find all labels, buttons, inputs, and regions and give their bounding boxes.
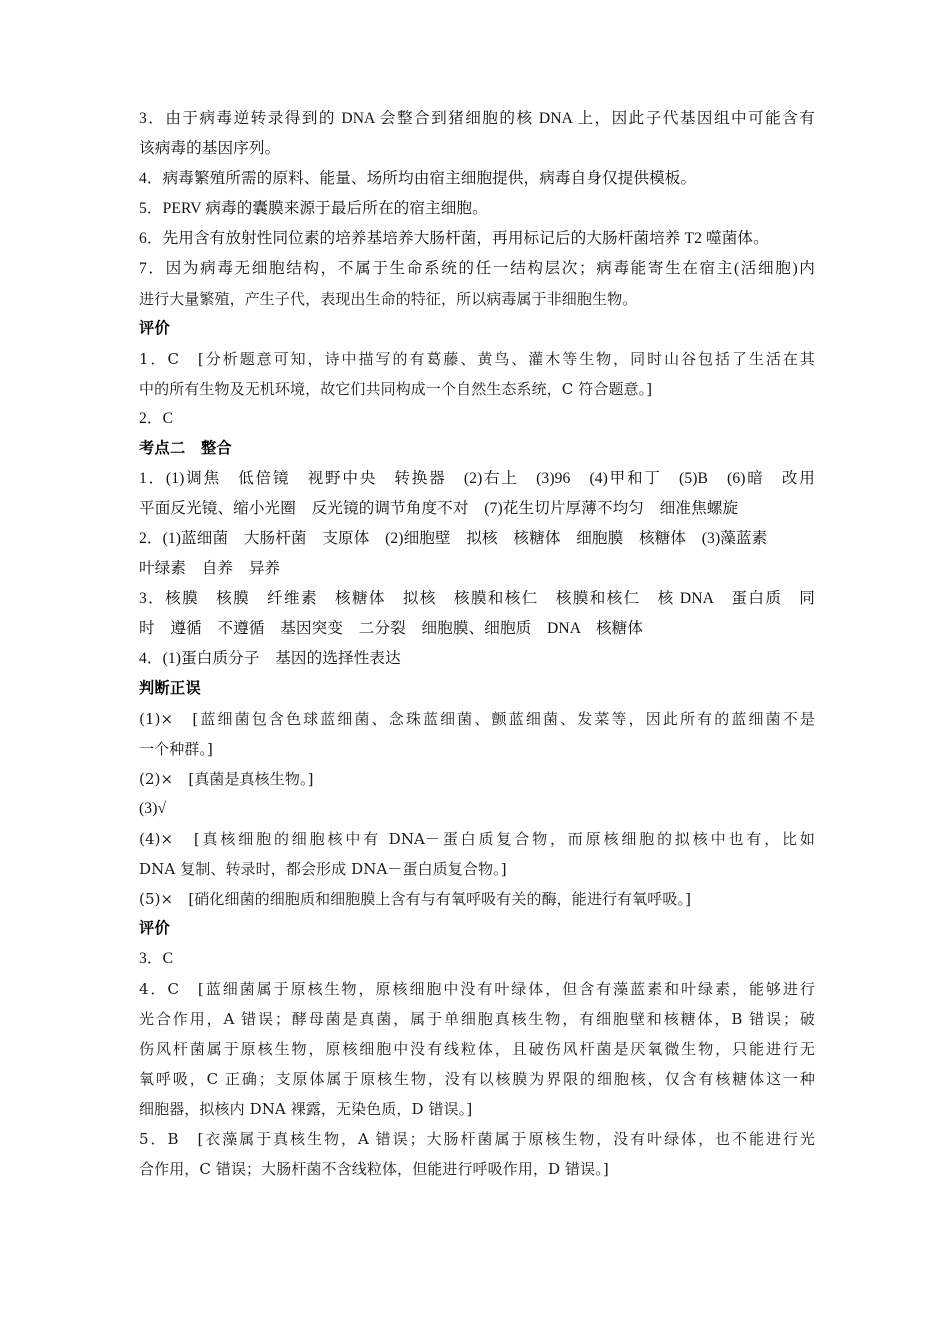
answer-line-5: 5．PERV 病毒的囊膜来源于最后所在的宿主细胞。 xyxy=(139,200,488,217)
item-3-line-a: 3．核膜 核膜 纤维素 核糖体 拟核 核膜和核仁 核膜和核仁 核 DNA 蛋白质 同 xyxy=(139,590,815,607)
eval-line-1a: 1．C [分析题意可知，诗中描写的有葛藤、黄鸟、灌木等生物，同时山谷包括了生活在其 xyxy=(139,350,815,368)
answer-line-3a: 3．由于病毒逆转录得到的 DNA 会整合到猪细胞的核 DNA 上，因此子代基因组中可能含有 xyxy=(139,110,815,127)
answer-line-7b: 进行大量繁殖，产生子代，表现出生命的特征，所以病毒属于非细胞生物。 xyxy=(139,290,638,308)
item-3-line-b: 时 遵循 不遵循 基因突变 二分裂 细胞膜、细胞质 DNA 核糖体 xyxy=(139,620,644,637)
answer-line-3b: 该病毒的基因序列。 xyxy=(139,140,281,157)
eval-line-4d: 氧呼吸，C 正确；支原体属于原核生物，没有以核膜为界限的细胞核，仅含有核糖体这一种 xyxy=(139,1070,815,1088)
item-2-line-a: 2．(1)蓝细菌 大肠杆菌 支原体 (2)细胞壁 拟核 核糖体 细胞膜 核糖体 (3)藻蓝素 xyxy=(139,530,768,547)
answer-line-6: 6．先用含有放射性同位素的培养基培养大肠杆菌，再用标记后的大肠杆菌培养 T2 噬菌体。 xyxy=(139,230,769,247)
eval-line-4b: 光合作用，A 错误；酵母菌是真菌，属于单细胞真核生物，有细胞壁和核糖体，B 错误；破 xyxy=(139,1010,815,1028)
item-1-line-a: 1．(1)调焦 低倍镜 视野中央 转换器 (2)右上 (3)96 (4)甲和丁 (5)B (6)暗 改用 xyxy=(139,470,815,487)
item-1-line-b: 平面反光镜、缩小光圈 反光镜的调节角度不对 (7)花生切片厚薄不均匀 细准焦螺旋 xyxy=(139,500,739,517)
eval-line-4c: 伤风杆菌属于原核生物，原核细胞中没有线粒体，且破伤风杆菌是厌氧微生物，只能进行无 xyxy=(139,1040,815,1058)
tf-line-4b: DNA 复制、转录时，都会形成 DNA－蛋白质复合物。] xyxy=(139,860,507,878)
eval-line-4a: 4．C [蓝细菌属于原核生物，原核细胞中没有叶绿体，但含有藻蓝素和叶绿素，能够进行 xyxy=(139,980,815,998)
tf-line-2: (2)× [真菌是真核生物。] xyxy=(139,770,314,788)
item-4-line: 4．(1)蛋白质分子 基因的选择性表达 xyxy=(139,650,401,667)
heading-pingjia-2: 评价 xyxy=(139,920,170,937)
tf-line-3: (3)√ xyxy=(139,800,167,817)
tf-line-1a: (1)× [蓝细菌包含色球蓝细菌、念珠蓝细菌、颤蓝细菌、发菜等，因此所有的蓝细菌不是 xyxy=(139,710,815,728)
eval-line-1b: 中的所有生物及无机环境，故它们共同构成一个自然生态系统，C 符合题意。] xyxy=(139,380,653,398)
eval-line-3: 3．C xyxy=(139,950,174,967)
eval-line-5b: 合作用，C 错误；大肠杆菌不含线粒体，但能进行呼吸作用，D 错误。] xyxy=(139,1160,609,1178)
item-2-line-b: 叶绿素 自养 异养 xyxy=(139,560,281,577)
tf-line-5: (5)× [硝化细菌的细胞质和细胞膜上含有与有氧呼吸有关的酶，能进行有氧呼吸。] xyxy=(139,890,692,908)
heading-kaodian-2: 考点二 整合 xyxy=(139,440,232,457)
document-body xyxy=(139,104,815,1184)
eval-line-5a: 5．B [衣藻属于真核生物，A 错误；大肠杆菌属于原核生物，没有叶绿体，也不能进行光 xyxy=(139,1130,815,1148)
eval-line-2: 2．C xyxy=(139,410,174,427)
tf-line-1b: 一个种群。] xyxy=(139,740,213,758)
heading-panduan-zhengwu: 判断正误 xyxy=(139,680,201,697)
answer-line-7a: 7．因为病毒无细胞结构，不属于生命系统的任一结构层次；病毒能寄生在宿主(活细胞)内 xyxy=(139,260,815,277)
eval-line-4e: 细胞器，拟核内 DNA 裸露，无染色质，D 错误。] xyxy=(139,1100,473,1118)
tf-line-4a: (4)× [真核细胞的细胞核中有 DNA－蛋白质复合物，而原核细胞的拟核中也有，比如 xyxy=(139,830,815,848)
answer-line-4: 4．病毒繁殖所需的原料、能量、场所均由宿主细胞提供，病毒自身仅提供模板。 xyxy=(139,170,697,187)
heading-pingjia-1: 评价 xyxy=(139,320,170,337)
